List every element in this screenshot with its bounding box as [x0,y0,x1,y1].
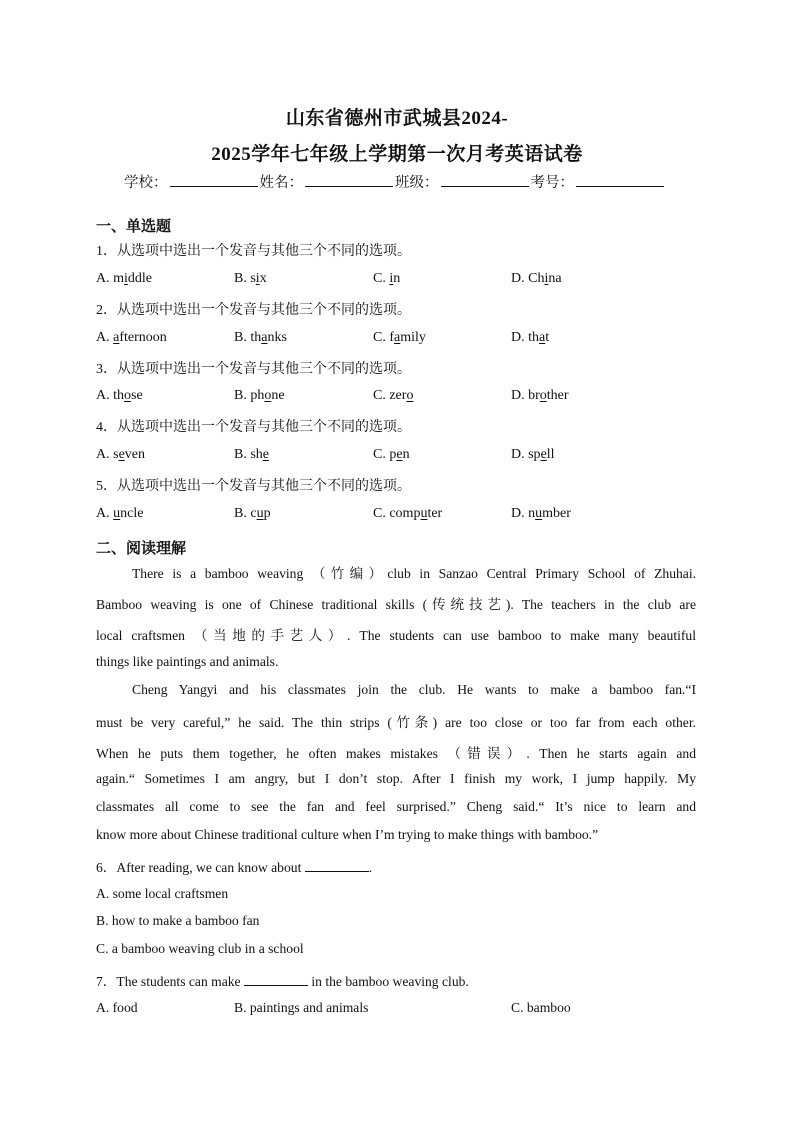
passage-line: must be very careful,” he said. The thin strips (竹条) are too close or too far from each other. [96,715,696,730]
passage-line: classmates all come to see the fan and feel surprised.” Cheng said.“ It’s nice to learn and [96,799,696,814]
passage-line: Cheng Yangyi and his classmates join the club. He wants to make a bamboo fan.“I [132,682,696,697]
question-text: 从选项中选出一个发音与其他三个不同的选项。 [117,362,411,377]
question-text: 从选项中选出一个发音与其他三个不同的选项。 [117,303,411,318]
q1-option-c[interactable]: C. in [373,271,401,286]
passage-line: There is a bamboo weaving （竹编）club in Sanzao Central Primary School of Zhuhai. [132,566,696,581]
q2-option-c[interactable]: C. family [373,330,426,345]
student-info-row [124,171,666,192]
name-blank[interactable] [305,174,393,187]
class-blank[interactable] [441,174,529,187]
passage-line: again.“ Sometimes I am angry, but I don’t stop. After I finish my work, I jump happily. My [96,771,696,786]
name-label: 姓名： [259,175,303,191]
title-line-1: 山东省德州市武城县2024- [285,108,509,129]
answer-blank[interactable] [244,974,308,986]
question-text: After reading, we can know about [116,860,305,875]
q6-option-b[interactable]: B. how to make a bamboo fan [96,913,260,928]
q7-option-c[interactable]: C. bamboo [511,1000,571,1015]
q3-option-b[interactable]: B. phone [234,388,285,403]
section-1-heading: 一、单选题 [96,219,172,235]
class-label: 班级： [395,175,439,191]
q2-option-b[interactable]: B. thanks [234,330,287,345]
question-2 [96,299,411,319]
question-number: 6． [96,860,117,875]
question-7: 7．The students can make in the bamboo weaving club. [96,974,469,989]
question-number: 7． [96,974,117,989]
q5-option-d[interactable]: D. number [511,506,571,521]
question-number: 1． [96,244,117,259]
q4-option-b[interactable]: B. she [234,447,270,462]
question-number: 4． [96,420,117,435]
q2-option-d[interactable]: D. that [511,330,550,345]
q5-option-a[interactable]: A. uncle [96,506,144,521]
question-5 [96,475,411,495]
q4-option-a[interactable]: A. seven [96,447,145,462]
exam-no-blank[interactable] [576,174,664,187]
q4-option-c[interactable]: C. pen [373,447,410,462]
question-text: The students can make [116,974,244,989]
passage-line: Bamboo weaving is one of Chinese traditional skills (传统技艺). The teachers in the club are [96,597,696,612]
q6-option-a[interactable]: A. some local craftsmen [96,886,229,901]
q5-option-c[interactable]: C. computer [373,506,443,521]
question-text: 从选项中选出一个发音与其他三个不同的选项。 [117,420,411,435]
answer-blank[interactable] [305,860,369,872]
question-6: 6．After reading, we can know about . [96,860,373,875]
q2-option-a[interactable]: A. afternoon [96,330,167,345]
q7-option-a[interactable]: A. food [96,1000,138,1015]
q1-option-a[interactable]: A. middle [96,271,152,286]
section-2-heading: 二、阅读理解 [96,541,187,557]
title-line-2: 2025学年七年级上学期第一次月考英语试卷 [211,144,583,165]
passage-line: When he puts them together, he often makes mistakes （错误）. Then he starts again and [96,746,696,761]
q6-option-c[interactable]: C. a bamboo weaving club in a school [96,941,304,956]
question-number: 5． [96,479,117,494]
q3-option-a[interactable]: A. those [96,388,143,403]
question-4 [96,416,411,436]
q5-option-b[interactable]: B. cup [234,506,271,521]
question-text: 从选项中选出一个发音与其他三个不同的选项。 [117,244,411,259]
q4-option-d[interactable]: D. spell [511,447,555,462]
question-number: 2． [96,303,117,318]
exam-no-label: 考号： [530,175,574,191]
question-number: 3． [96,362,117,377]
q3-option-c[interactable]: C. zero [373,388,414,403]
passage-line: local craftsmen （当地的手艺人）. The students can use bamboo to make many beautiful [96,628,696,643]
question-1 [96,240,411,260]
q1-option-b[interactable]: B. six [234,271,267,286]
question-3 [96,358,411,378]
school-label: 学校： [124,175,168,191]
q1-option-d[interactable]: D. China [511,271,562,286]
passage-line: things like paintings and animals. [96,654,279,669]
q7-option-b[interactable]: B. paintings and animals [234,1000,369,1015]
school-blank[interactable] [170,174,258,187]
q3-option-d[interactable]: D. brother [511,388,569,403]
question-text: 从选项中选出一个发音与其他三个不同的选项。 [117,479,411,494]
passage-line: know more about Chinese traditional culture when I’m trying to make things with bamboo.” [96,827,599,842]
